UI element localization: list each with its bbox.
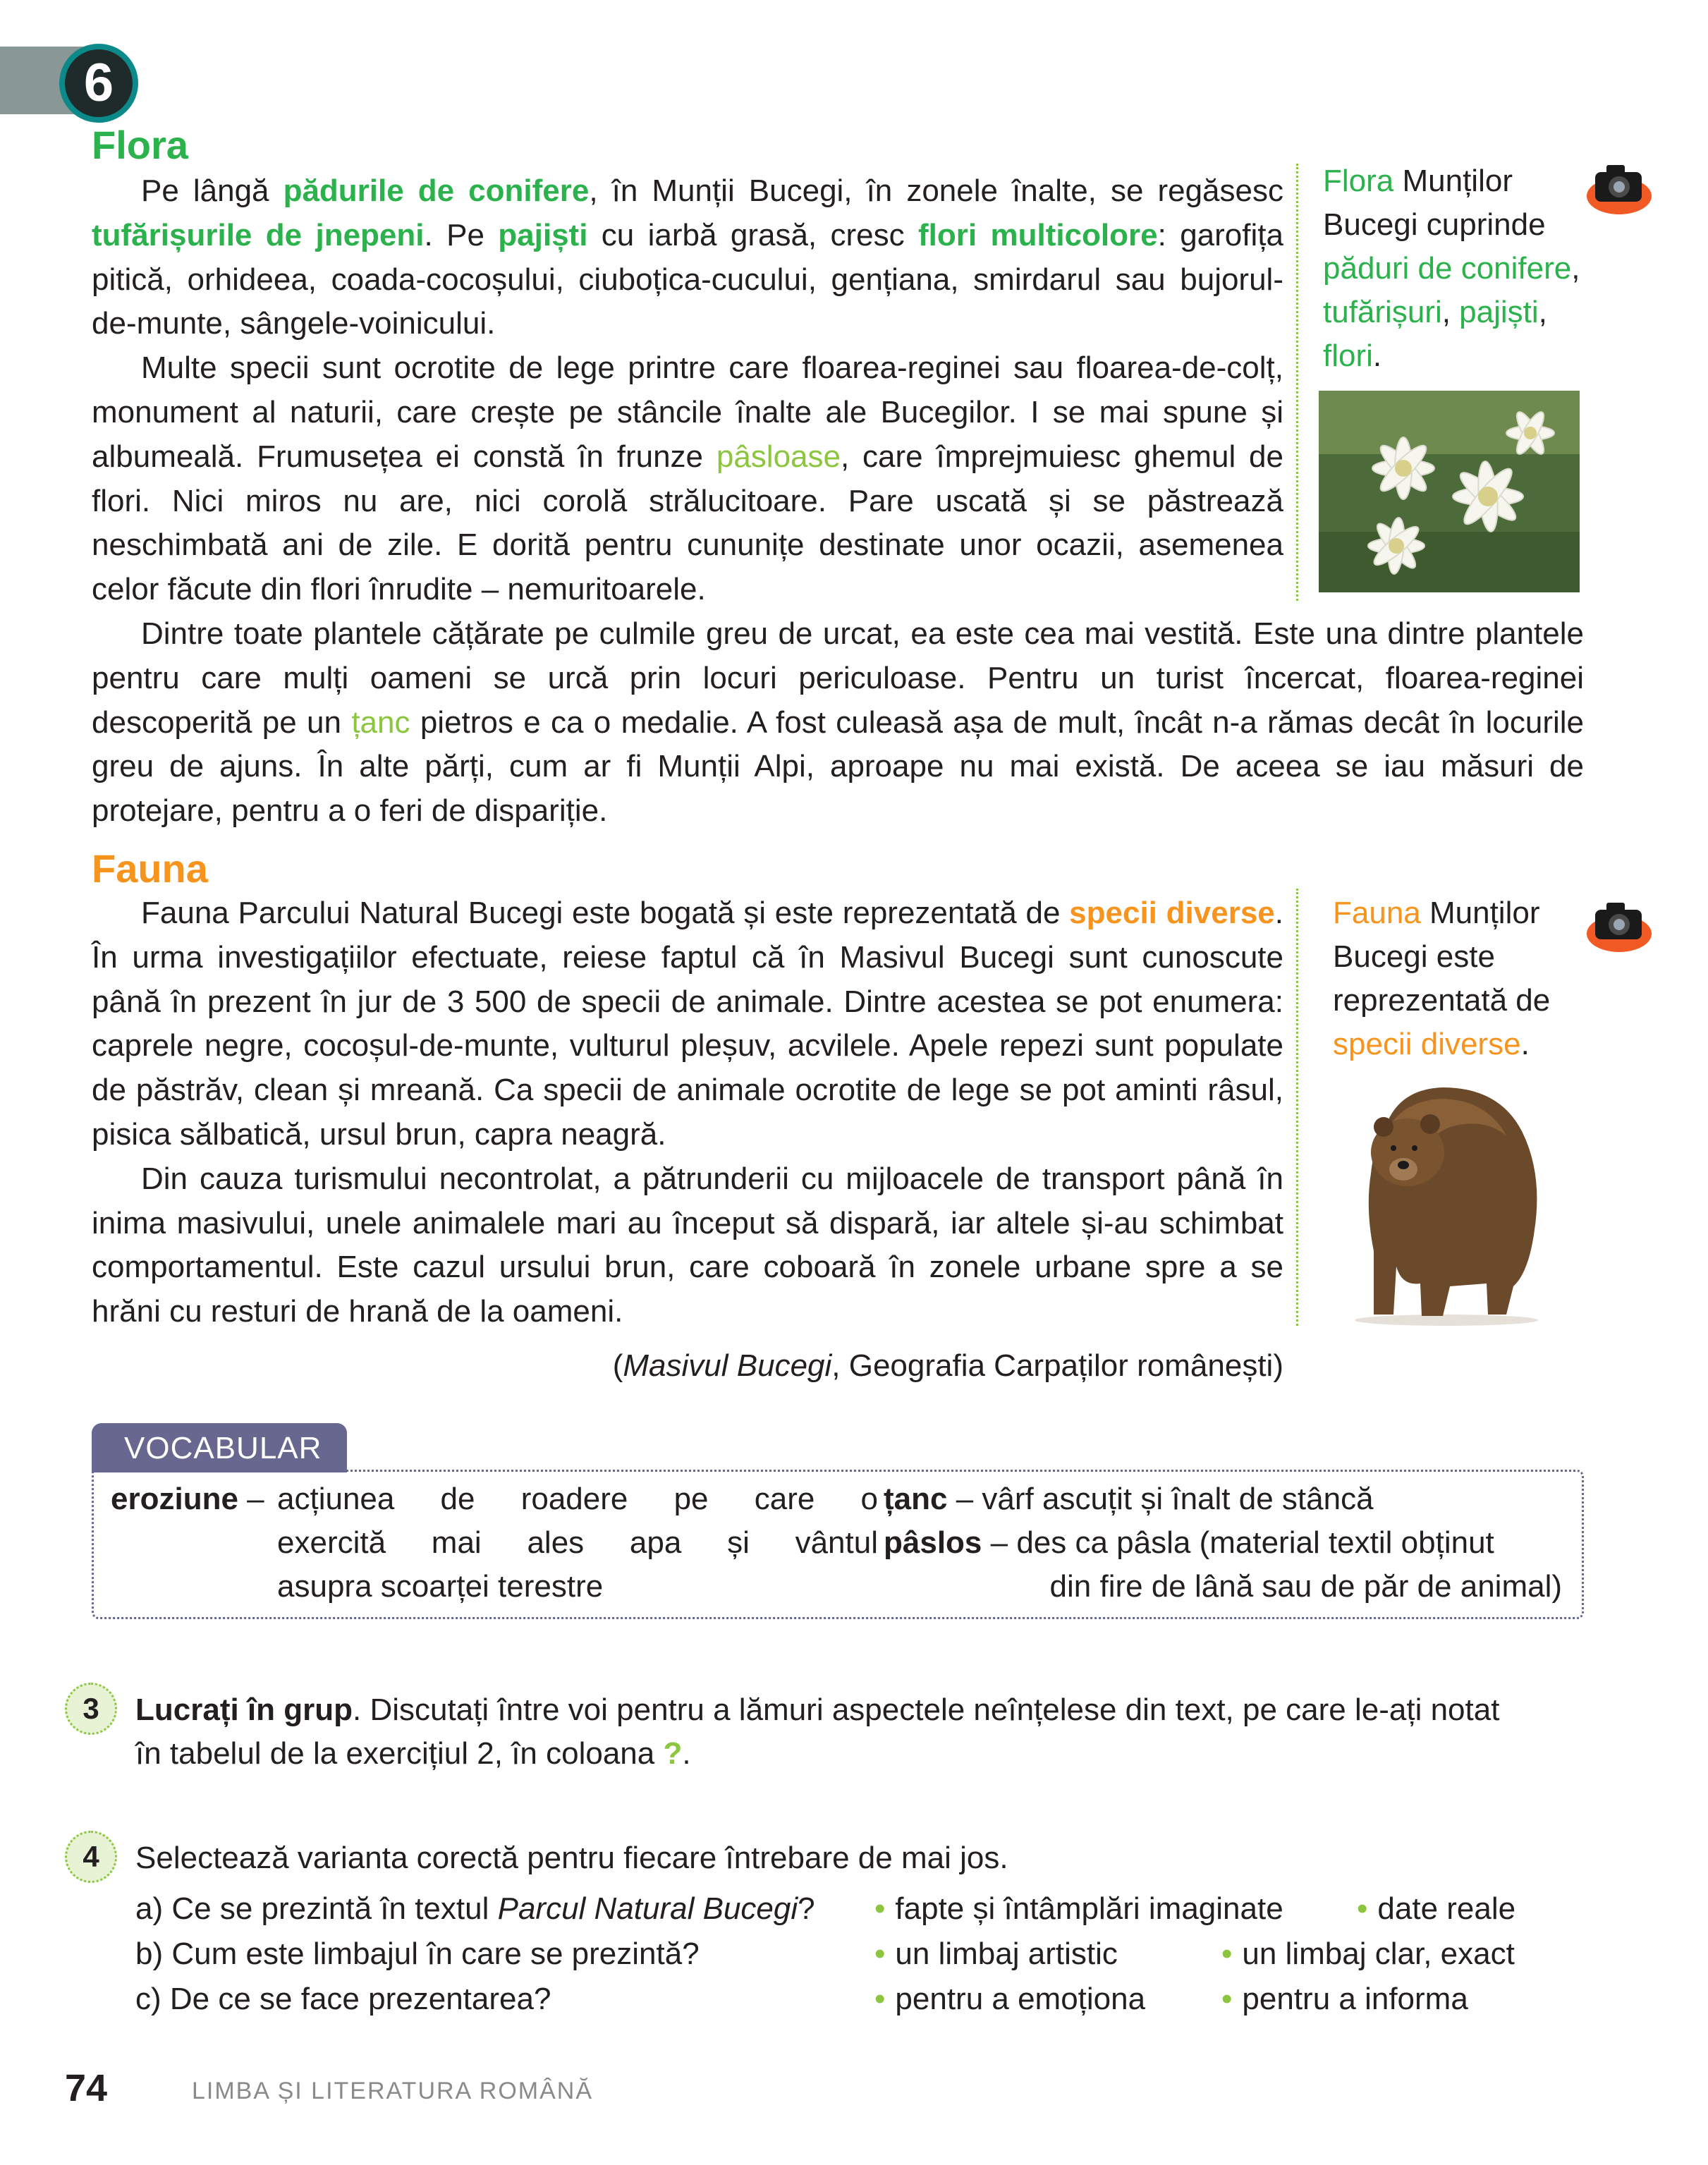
vocab-def-eroziune: acțiunea de roadere pe care o exercită mai ales apa și vântul asupra scoarței terestre [277,1482,878,1604]
fauna-text [92,891,1283,1334]
option-a-1[interactable]: • fapte și întâmplări imaginate [874,1891,1283,1926]
fauna-sidebar-note: Fauna Munților Bucegi este reprezentată de specii diverse. [1333,896,1551,1061]
flora-paragraph-1: Pe lângă pădurile de conifere, în Munții Bucegi, în zonele înalte, se regăsesc tufărișurile de jnepeni. Pe pajiști cu iarbă grasă, cresc flori multicolore: garofița pitică, orhideea, coada-cocoșului, ciuboțica-cucului, gențiana, smirdarul sau bujorul-de-munte, sângele-voinicului. [92,173,1283,341]
brown-bear-photo [1337,1075,1556,1326]
flora-text [92,169,1283,612]
fauna-paragraph-1: Fauna Parcului Natural Bucegi este bogată și este reprezentată de specii diverse. În urma investigațiilor efectuate, reiese faptul că în Masivul Bucegi sunt cunoscute până în prezent în jur de 3 500 de specii de animale. Dintre acestea se pot enumera: caprele negre, cocoșul-de-munte, vulturul pleșuv, acvilele. Apele repezi sunt populate de păstrăv, clean și mreană. Ca specii de animale ocrotite de lege se pot aminti râsul, pisica sălbatică, ursul brun, capra neagră. [92,896,1283,1152]
exercise-3-badge: 3 [65,1683,117,1735]
gloss-word-tanc: țanc [351,705,410,740]
camera-icon [1585,154,1653,217]
exercise-3-line-1: Lucrați în grup. Discutați între voi pentru a lămuri aspectele neînțelese din text, pe care le-ați notat [135,1693,1500,1727]
source-citation: (Masivul Bucegi, Geografia Carpaților românești) [612,1348,1283,1383]
option-b-1[interactable]: • un limbaj artistic [874,1937,1118,1971]
edelweiss-photo [1319,391,1580,592]
option-b-2[interactable]: • un limbaj clar, exact [1221,1937,1515,1971]
flora-paragraph-2: Multe specii sunt ocrotite de lege printre care floarea-reginei sau floarea-de-colț, monument al naturii, care crește pe stâncile înalte ale Bucegilor. I se mai spune și albumeală. Frumusețea ei constă în frunze pâsloase, care împrejmuiesc ghemul de flori. Nici miros nu are, nici corolă strălucitoare. Pare uscată și se păstrează neschimbată ani de zile. E dorită pentru cununițe destinate unor ocazii, asemenea celor făcute din flori înrudite – nemuritoarele. [92,350,1283,607]
page-number: 74 [65,2067,108,2109]
flora-heading: Flora [92,123,188,167]
vocab-def-paslos-cont: din fire de lână sau de păr de animal) [1049,1569,1562,1604]
flora-sidebar-note: Flora Munților Bucegi cuprinde păduri de conifere, tufărișuri, pajiști, flori. [1323,164,1580,373]
option-c-1[interactable]: • pentru a emoționa [874,1982,1146,2016]
vocab-entry-tanc: țanc – vârf ascuțit și înalt de stâncă [884,1482,1374,1516]
fauna-heading: Fauna [92,846,208,891]
flora-paragraph-3: Dintre toate plantele cățărate pe culmile greu de urcat, ea este cea mai vestită. Este una dintre plantele pentru care mulți oameni se urcă prin locuri periculoase. Pentru un turist încercat, floarea-reginei descoperită pe un țanc pietros e ca o medalie. A fost culeasă așa de mult, încât n-a rămas decât în locurile greu de ajuns. În alte părți, cum ar fi Munții Alpi, aproape nu mai există. De aceea se iau măsuri de protejare, pentru a o feri de dispariție. [92,616,1584,829]
exercise-4-prompt: Selectează varianta corectă pentru fiecare întrebare de mai jos. [135,1841,1008,1875]
option-c-2[interactable]: • pentru a informa [1221,1982,1468,2016]
question-c: c) De ce se face prezentarea? [135,1982,551,2016]
chapter-number-badge: 6 [59,44,138,123]
exercise-3-line-2: în tabelul de la exercițiul 2, în coloana ?. [135,1736,691,1771]
gloss-word-pasloase: pâsloase [716,439,841,474]
fauna-sidebar-divider [1296,889,1298,1326]
vocabulary-tab: VOCABULAR [92,1423,347,1472]
question-b: b) Cum este limbajul în care se prezintă? [135,1937,700,1971]
flora-text-wide [92,612,1584,834]
exercise-4-badge: 4 [65,1831,117,1883]
question-a: a) Ce se prezintă în textul Parcul Natural Bucegi? [135,1891,815,1926]
vocab-entry-eroziune: eroziune – [111,1482,264,1516]
flora-sidebar-divider [1296,164,1298,601]
fauna-paragraph-2: Din cauza turismului necontrolat, a pătrunderii cu mijloacele de transport până în inima masivului, unele animalele mari au început să dispară, iar altele și-au schimbat comportamentul. Este cazul ursului brun, care coboară în zonele urbane spre a se hrăni cu resturi de hrană de la oameni. [92,1161,1283,1329]
vocab-entry-paslos: pâslos – des ca pâsla (material textil obținut [884,1525,1494,1560]
running-title: LIMBA ȘI LITERATURA ROMÂNĂ [192,2078,594,2104]
vocabulary-box [92,1470,1584,1619]
option-a-2[interactable]: • date reale [1357,1891,1516,1926]
camera-icon [1585,891,1653,955]
